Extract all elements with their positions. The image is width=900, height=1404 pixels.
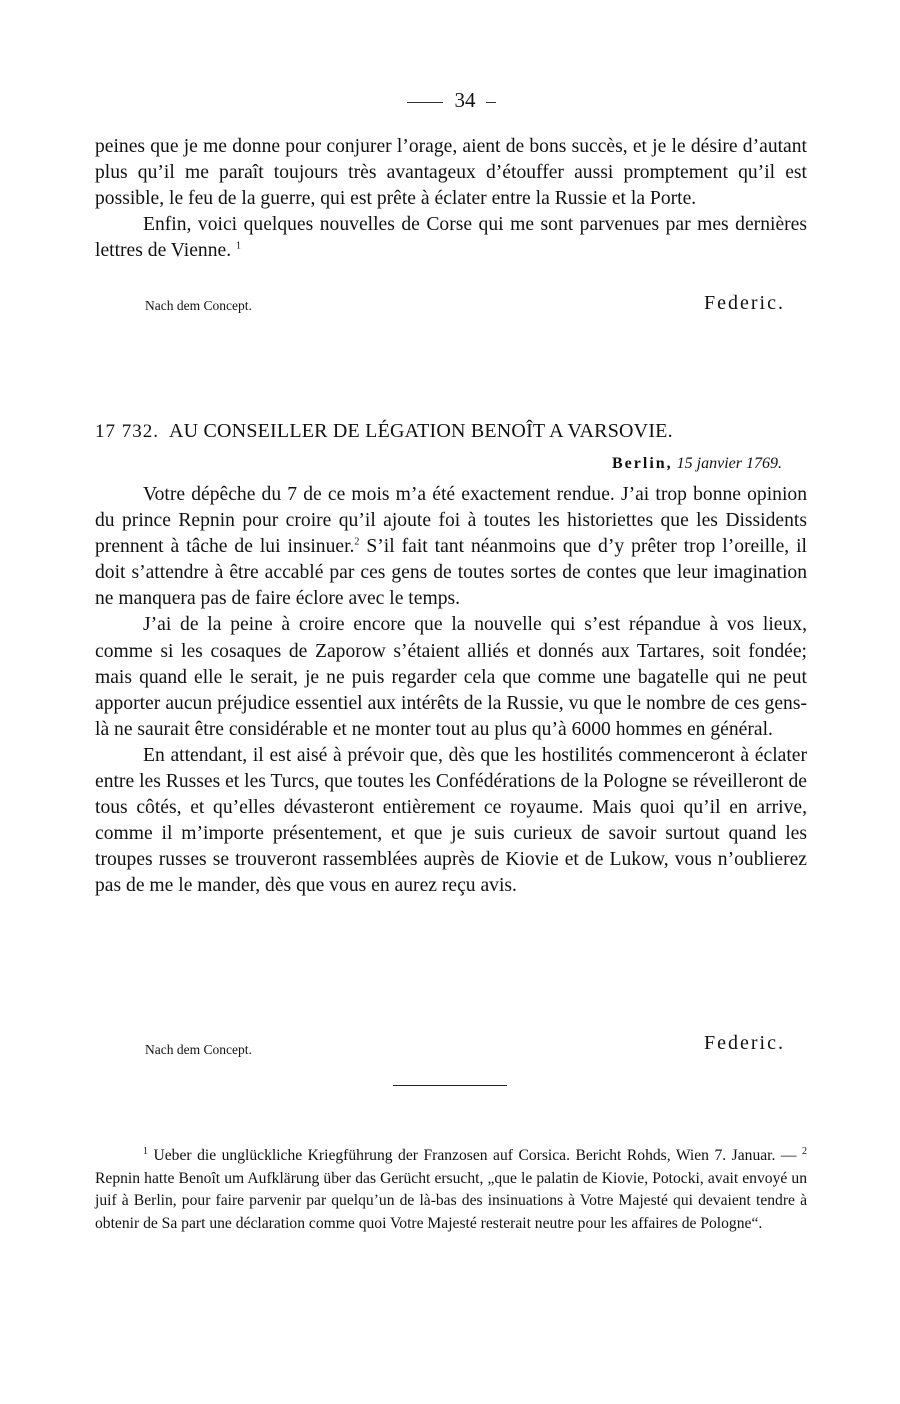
paragraph bbox=[95, 212, 807, 264]
header-dash-left bbox=[407, 102, 443, 103]
dateline-place: Berlin, bbox=[612, 455, 673, 472]
footnote-text: Ueber die unglückliche Kriegführung der Franzosen auf Corsica. Bericht Rohds, Wien 7. Januar. — bbox=[148, 1147, 802, 1164]
paragraph: J’ai de la peine à croire encore que la nouvelle qui s’est répandue à vos lieux, comme si les cosaques de Zaporow s’étaient alliés et donnés aux Tartares, soit fondée; mais quand elle le serait, je ne puis regarder cela que comme une bagatelle qui ne peut apporter aucun préjudice essentiel aux intérêts de la Russie, vu que le nombre de ces gens-là ne saurait être considérable et ne monter tout au plus qu’à 6000 hommes en général. bbox=[95, 614, 807, 740]
paragraph bbox=[95, 482, 807, 612]
paragraph: En attendant, il est aisé à prévoir que, dès que les hostilités commenceront à éclater entre les Russes et les Turcs, que toutes les Confédérations de la Pologne se réveilleront de tous côtés, et qu’elles dévasteront entièrement ce royaume. Mais quoi qu’il en arrive, comme il m’importe présentement, et que je suis curieux de savoir surtout quand les troupes russes se trouveront rassemblées auprès de Kiovie et de Lukow, vous n’oublierez pas de me le mander, dès que vous en aurez reçu avis. bbox=[95, 744, 807, 897]
signature: Federic. bbox=[704, 292, 785, 314]
signature: Federic. bbox=[704, 1032, 785, 1054]
header-dash-right bbox=[486, 102, 496, 103]
source-note: Nach dem Concept. bbox=[145, 298, 252, 313]
footnote-mark: 2 bbox=[802, 1145, 807, 1157]
dateline bbox=[612, 455, 782, 473]
footnotes bbox=[95, 1145, 807, 1235]
footnote-rule bbox=[393, 1085, 507, 1086]
letter-body bbox=[95, 482, 807, 900]
footnote-mark: 1 bbox=[236, 240, 242, 252]
paragraph-text: Votre dépêche du 7 de ce mois m’a été exactement rendue. J’ai trop bonne opinion du prince Repnin pour croire qu’il ajoute foi à toutes les historiettes que les Dissidents prennent à tâche de lui insinuer. bbox=[95, 484, 807, 558]
footnote-text: Repnin hatte Benoît um Aufklärung über das Gerücht ersucht, „que le palatin de Kiovie, Potocki, avait envoyé un juif à Berlin, pour faire parvenir par quelqu’un de là-bas des insinuations à Votre Majesté qui devaient tendre à obtenir de Sa part une déclaration comme quoi Votre Majesté resterait neutre pour les affaires de Pologne“. bbox=[95, 1169, 807, 1232]
dateline-date: 15 janvier 1769. bbox=[676, 455, 782, 472]
footnote-mark: 1 bbox=[143, 1145, 148, 1157]
letter-number: 17 732. bbox=[95, 421, 159, 442]
footnote bbox=[95, 1145, 807, 1235]
paragraph: peines que je me donne pour conjurer l’orage, aient de bons succès, et je le désire d’autant plus qu’il me paraît toujours très avantageux d’étouffer aussi promptement qu’il est possible, le feu de la guerre, qui est prête à éclater entre la Russie et la Porte. bbox=[95, 136, 807, 210]
paragraph-text: S’il fait tant néanmoins que d’y prêter trop l’oreille, il doit s’attendre à être accablé par ces gens de toutes sortes de contes que leur imagination ne manquera pas de faire éclore avec le temps. bbox=[95, 536, 807, 610]
source-note: Nach dem Concept. bbox=[145, 1042, 252, 1057]
footnote-mark: 2 bbox=[354, 536, 360, 548]
letter-heading bbox=[95, 420, 807, 443]
paragraph-text: Enfin, voici quelques nouvelles de Corse qui me sont parvenues par mes dernières lettres de Vienne. bbox=[95, 214, 807, 262]
letter-continuation bbox=[95, 134, 807, 264]
letter-title: AU CONSEILLER DE LÉGATION BENOÎT A VARSOVIE. bbox=[169, 420, 673, 442]
page-number: 34 bbox=[454, 88, 476, 112]
running-head bbox=[95, 88, 807, 113]
